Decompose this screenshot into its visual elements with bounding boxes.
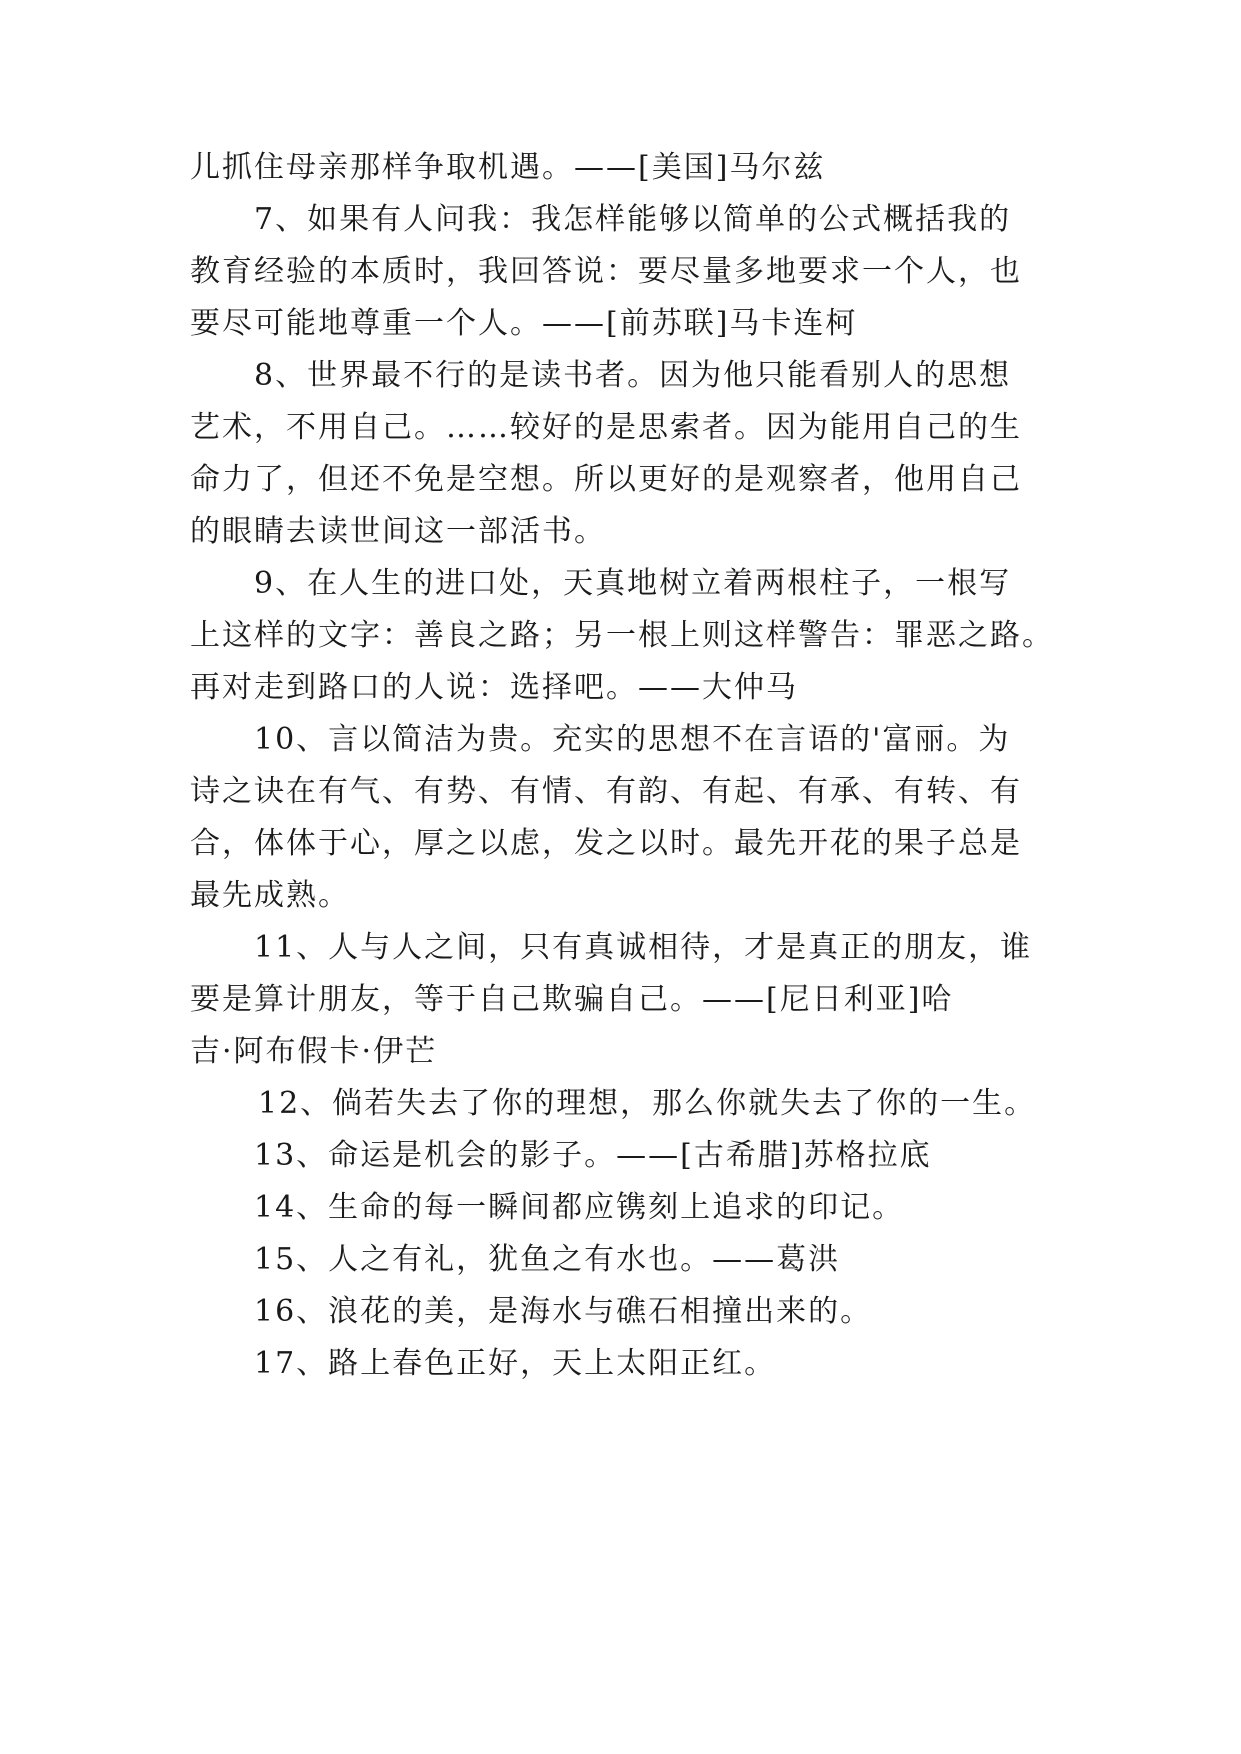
text-line: 合，体体于心，厚之以虑，发之以时。最先开花的果子总是 xyxy=(190,826,1022,861)
text-line: 教育经验的本质时，我回答说：要尽量多地要求一个人，也 xyxy=(190,254,1022,289)
quote-10-line: 10、言以简洁为贵。充实的思想不在言语的'富丽。为 xyxy=(254,722,1011,757)
text-line: 再对走到路口的人说：选择吧。——大仲马 xyxy=(190,670,798,705)
text-line: 要尽可能地尊重一个人。——[前苏联]马卡连柯 xyxy=(190,306,858,341)
text-line: 儿抓住母亲那样争取机遇。——[美国]马尔兹 xyxy=(190,150,826,185)
quote-14-line: 14、生命的每一瞬间都应镌刻上追求的印记。 xyxy=(254,1190,905,1225)
text-line: 命力了，但还不免是空想。所以更好的是观察者，他用自己 xyxy=(190,462,1022,497)
quote-11-line: 11、人与人之间，只有真诚相待，才是真正的朋友，谁 xyxy=(254,930,1033,965)
text-line: 上这样的文字：善良之路；另一根上则这样警告：罪恶之路。 xyxy=(190,618,1054,653)
quote-7-line: 7、如果有人问我：我怎样能够以简单的公式概括我的 xyxy=(254,202,1012,237)
text-line: 艺术，不用自己。……较好的是思索者。因为能用自己的生 xyxy=(190,410,1022,445)
quote-15-line: 15、人之有礼，犹鱼之有水也。——葛洪 xyxy=(254,1242,841,1277)
text-line: 最先成熟。 xyxy=(190,878,350,913)
text-line: 诗之诀在有气、有势、有情、有韵、有起、有承、有转、有 xyxy=(190,774,1022,809)
text-line: 吉·阿布假卡·伊芒 xyxy=(190,1034,438,1069)
text-line: 的眼睛去读世间这一部活书。 xyxy=(190,514,606,549)
quote-12-line: 12、倘若失去了你的理想，那么你就失去了你的一生。 xyxy=(258,1086,1037,1121)
quote-16-line: 16、浪花的美，是海水与礁石相撞出来的。 xyxy=(254,1294,873,1329)
text-line: 要是算计朋友，等于自己欺骗自己。——[尼日利亚]哈 xyxy=(190,982,954,1017)
quote-8-line: 8、世界最不行的是读书者。因为他只能看别人的思想 xyxy=(254,358,1012,393)
quote-13-line: 13、命运是机会的影子。——[古希腊]苏格拉底 xyxy=(254,1138,932,1173)
quote-17-line: 17、路上春色正好，天上太阳正红。 xyxy=(254,1346,777,1381)
quote-9-line: 9、在人生的进口处，天真地树立着两根柱子，一根写 xyxy=(254,566,1012,601)
